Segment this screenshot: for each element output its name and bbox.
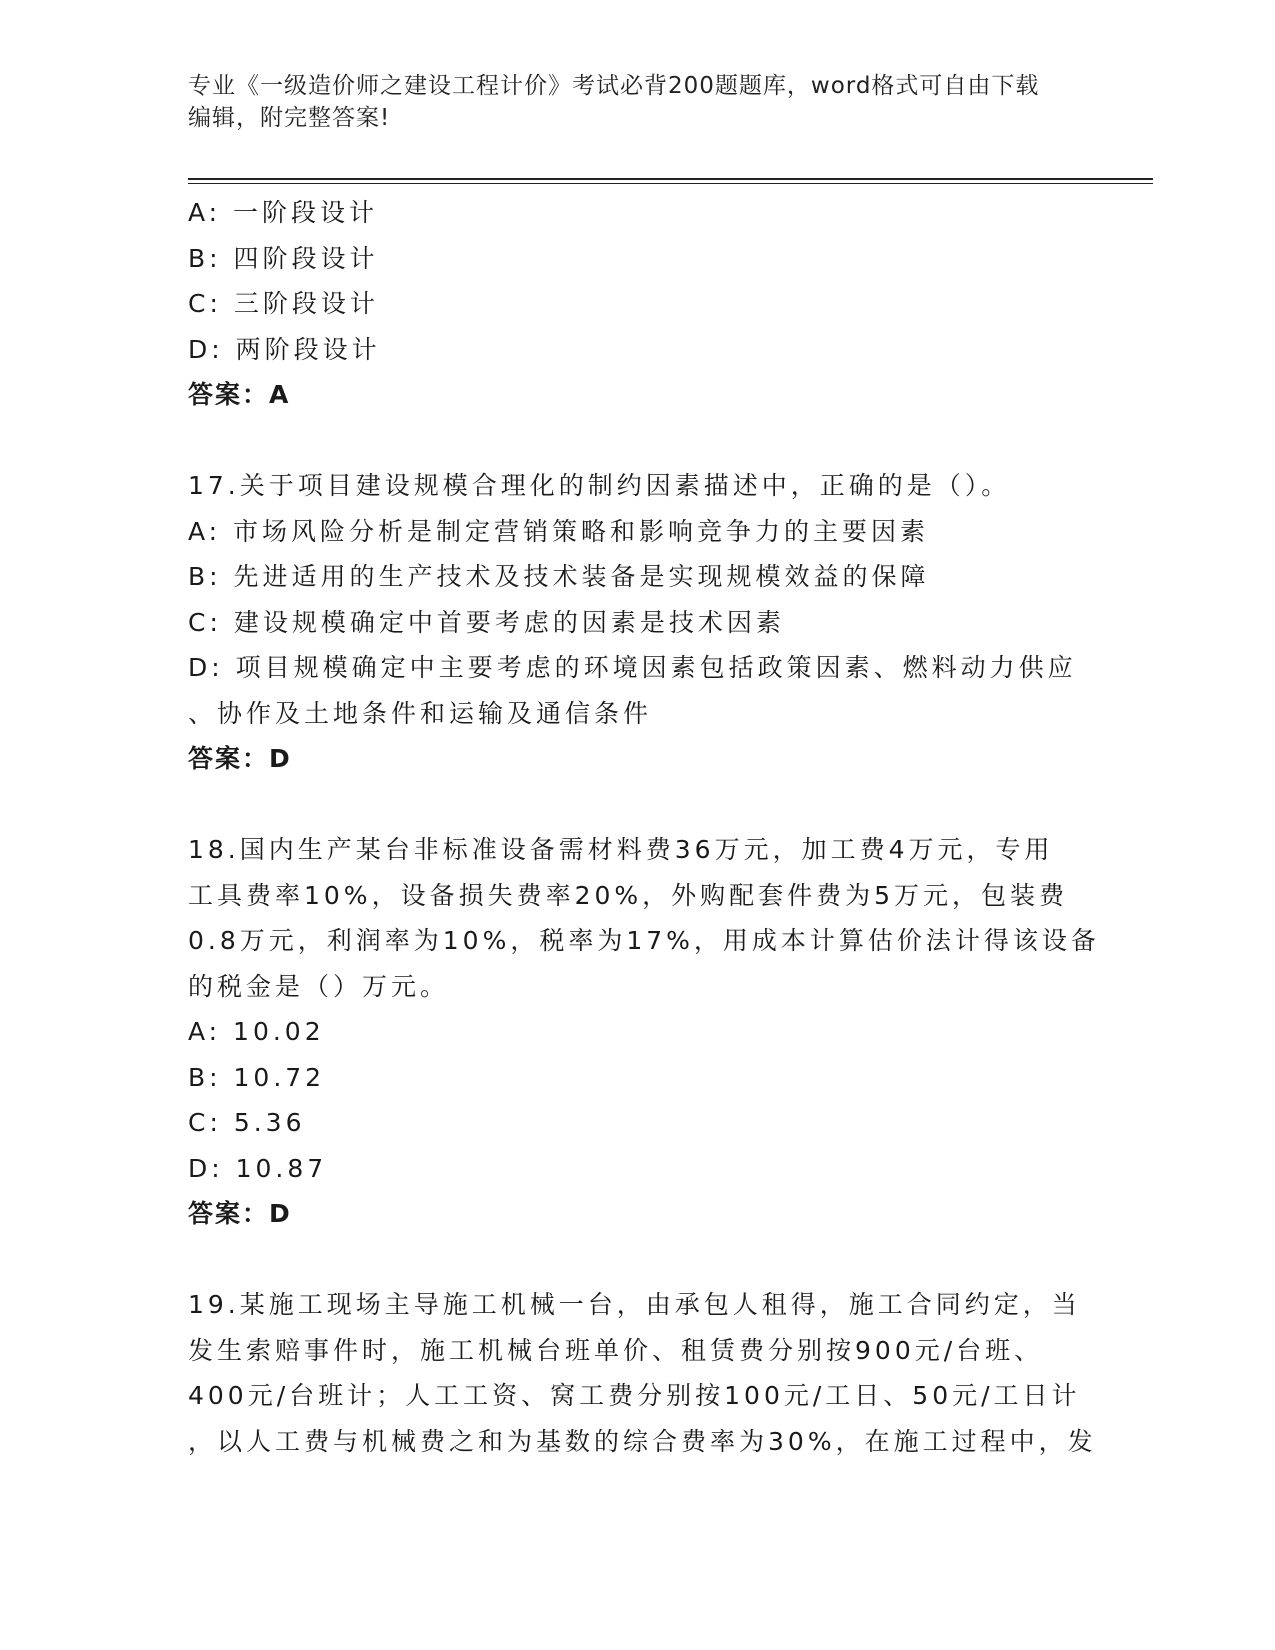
option-b: B: 四阶段设计 bbox=[188, 243, 379, 273]
option-d: D: 两阶段设计 bbox=[188, 334, 381, 364]
question-stem-line-2: 发生索赔事件时，施工机械台班单价、租赁费分别按900元/台班、 bbox=[188, 1335, 1044, 1365]
question-stem-line-2: 工具费率10%，设备损失费率20%，外购配套件费为5万元，包装费 bbox=[188, 880, 1069, 910]
question-stem-line-3: 0.8万元，利润率为10%，税率为17%，用成本计算估价法计得该设备 bbox=[188, 926, 1100, 955]
question-stem-line-4: ，以人工费与机械费之和为基数的综合费率为30%，在施工过程中，发 bbox=[188, 1426, 1097, 1456]
answer: 答案：D bbox=[188, 1199, 292, 1228]
question-list bbox=[188, 190, 1100, 1464]
question-stem: 17.关于项目建设规模合理化的制约因素描述中，正确的是（）。 bbox=[188, 471, 1011, 500]
header-divider-thin bbox=[188, 183, 1153, 184]
option-b: B: 10.72 bbox=[188, 1062, 326, 1092]
header-divider-thick bbox=[188, 178, 1153, 180]
header-line-2: 编辑，附完整答案! bbox=[188, 105, 391, 131]
question-19 bbox=[188, 1282, 1097, 1464]
question-18 bbox=[188, 827, 1100, 1237]
answer: 答案：D bbox=[188, 744, 292, 773]
spacer bbox=[188, 1237, 1088, 1283]
option-a: A: 一阶段设计 bbox=[188, 198, 379, 227]
question-stem-line-3: 400元/台班计；人工工资、窝工费分别按100元/工日、50元/工日计 bbox=[188, 1381, 1081, 1410]
option-d: D: 10.87 bbox=[188, 1153, 328, 1183]
question-17 bbox=[188, 463, 1088, 782]
spacer bbox=[188, 418, 1088, 464]
option-c: C: 建设规模确定中首要考虑的因素是技术因素 bbox=[188, 607, 785, 637]
spacer bbox=[188, 782, 1088, 828]
option-d: D: 项目规模确定中主要考虑的环境因素包括政策因素、燃料动力供应 bbox=[188, 653, 1077, 682]
option-c: C: 5.36 bbox=[188, 1108, 306, 1137]
question-stem-line-4: 的税金是（）万元。 bbox=[188, 971, 450, 1001]
option-b: B: 先进适用的生产技术及技术装备是实现规模效益的保障 bbox=[188, 562, 930, 591]
question-stem-line-1: 18.国内生产某台非标准设备需材料费36万元，加工费4万元，专用 bbox=[188, 835, 1054, 864]
question-stem-line-1: 19.某施工现场主导施工机械一台，由承包人租得，施工合同约定，当 bbox=[188, 1290, 1081, 1319]
option-c: C: 三阶段设计 bbox=[188, 289, 379, 318]
option-d-continued: 、协作及土地条件和运输及通信条件 bbox=[188, 698, 653, 728]
question-16 bbox=[188, 190, 1088, 418]
header-line-1: 专业《一级造价师之建设工程计价》考试必背200题题库，word格式可自由下载 bbox=[188, 73, 1040, 99]
option-a: A: 市场风险分析是制定营销策略和影响竞争力的主要因素 bbox=[188, 516, 930, 546]
answer: 答案：A bbox=[188, 380, 291, 409]
option-a: A: 10.02 bbox=[188, 1017, 325, 1046]
document-header bbox=[188, 70, 1078, 134]
